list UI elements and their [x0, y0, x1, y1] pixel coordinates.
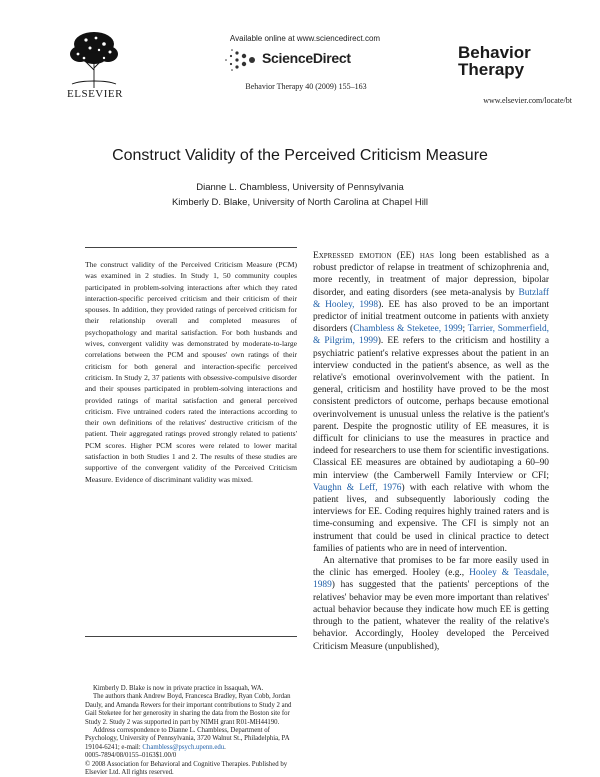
journal-title-line2: Therapy [458, 60, 525, 79]
text-run: ). EE refers to the criticism and hostility a psychiatric patient's relative expresses about the patient in an interview conducted in the patient's absence, as well as the relative's emotional overinvolvement with the patient. In general, criticism and hostility have proved to be the most consistent predictors of outcome, perhaps because emotional overinvolvement is unusual unless the relative is the patient's parent. Despite the prognostic utility of EE measures, it is difficult for clinicians to use the measures in practice and indeed for researchers to use them for scientific investigations. Classical EE measures are obtained by audiotaping a 60–90 min interview (the Camberwell Family Interview or CFI; [313, 336, 549, 481]
text-run: ; [462, 324, 468, 335]
footnotes [85, 685, 297, 777]
paragraph [313, 250, 549, 555]
citation-link[interactable]: Butzlaff & Hooley, 1998 [313, 287, 549, 310]
correspondence-end: . [224, 743, 226, 751]
author-line-1 [60, 182, 540, 193]
article-title: Construct Validity of the Perceived Criticism Measure [112, 147, 488, 164]
available-online-note[interactable]: Available online at www.sciencedirect.com [229, 34, 381, 43]
body-text [313, 250, 549, 653]
author-affiliation: University of North Carolina at Chapel Hill [252, 197, 429, 208]
elsevier-tree-logo-icon [66, 30, 122, 90]
sciencedirect-wordmark: ScienceDirect [262, 50, 351, 66]
footnote-copyright: © 2008 Association for Behavioral and Cognitive Therapies. Published by Elsevier Ltd. All rights reserved. [85, 760, 288, 777]
author-name: Dianne L. Chambless, [196, 182, 290, 193]
abstract-bottom-rule [85, 636, 297, 637]
text-run: An alternative that promises to be far more easily used in the clinic has emerged. Hooley (e.g., [313, 556, 549, 579]
citation-link[interactable]: Chambless & Steketee, 1999 [353, 324, 463, 335]
citation-link[interactable]: Tarrier, Sommerfield, & Pilgrim, 1999 [313, 324, 550, 347]
footnote-correspondence [85, 727, 297, 752]
citation-link[interactable]: Hooley & Teasdale, 1989 [313, 568, 549, 591]
footnote-acknowledgments: The authors thank Andrew Boyd, Francesca Bradley, Ryan Cobb, Jordan Dauly, and Amanda Rewers for their important contributions to Study 2 and Gail Steketee for her generosity in sharing the data from the Boston site for Study 2. Study 2 was supported in part by NIMH grant R01-MH44190. [85, 693, 292, 726]
journal-url[interactable]: www.elsevier.com/locate/bt [483, 96, 572, 105]
sciencedirect-logo-icon [222, 48, 262, 72]
abstract: The construct validity of the Perceived Criticism Measure (PCM) was examined in 2 studies. In Study 1, 50 community couples participated in problem-solving interactions after which they rated interaction-specific perceived criticism and their criticism of their spouses. In addition, they provided ratings of perceived criticism for their relationship overall and completed measures of psychopathology and marital satisfaction. For both husbands and wives, convergent validity was demonstrated by moderate-to-large correlations between the PCM and spouses' own ratings of their criticism for both general and interaction-specific perceived criticism. In Study 2, 37 patients with obsessive-compulsive disorder and their spouses participated in problem-solving interactions and provided ratings of marital satisfaction and general perceived criticism. Five untrained coders rated the interactions according to their own definitions of the relatives' destructive criticism of the patient. Their aggregated ratings proved strongly related to patients' PCM scores. Higher PCM scores were related to lower marital satisfaction in both Studies 1 and 2. The results of these studies are supportive of the convergent validity of the Perceived Criticism Measure. Evidence of discriminant validity was mixed. [85, 260, 297, 484]
author-affiliation: University of Pennsylvania [292, 182, 404, 193]
citation-link[interactable]: Vaughn & Leff, 1976 [313, 482, 402, 493]
correspondence-text: Address correspondence to Dianne L. Chambless, Department of Psychology, University of Pennsylvania, 3720 Walnut St., Philadelphia, PA 19104-6241; e-mail: [85, 727, 290, 751]
email-link[interactable]: Chambless@psych.upenn.edu [142, 743, 225, 751]
text-run: ). EE has also proved to be an important predictor of initial treatment outcome in patients with anxiety disorders ( [313, 299, 550, 335]
text-run: ) has suggested that the patients' perceptions of the relatives' behavior may be even more important than relatives' actual behavior because they indicate how much EE is getting through to the patient, whatever the reality of the relative's behavior. Accordingly, Hooley developed the Perceived Criticism Measure (unpublished), [313, 580, 549, 652]
journal-title-line1: Behavior [458, 43, 531, 62]
text-run: ) with each relative with whom the patient lives, and subsequently laboriously coding the interviews for EE. Coding requires highly trained raters and is time-consuming and expensive. The CFI is simply not an instrument that could be used in clinical practice to detect families of patients who are in need of intervention. [313, 482, 549, 554]
publisher-name: ELSEVIER [67, 88, 123, 100]
footnote-issn: 0005-7894/08/0155–0163$1.00/0 [85, 752, 177, 760]
footnote-author-note: Kimberly D. Blake is now in private practice in Issaquah, WA. [93, 685, 264, 692]
paragraph [313, 555, 549, 653]
journal-citation: Behavior Therapy 40 (2009) 155–163 [245, 82, 367, 91]
author-name: Kimberly D. Blake, [171, 197, 251, 208]
author-line-2 [60, 197, 540, 208]
abstract-top-rule [85, 247, 297, 248]
text-run: long been established as a robust predictor of relapse in treatment of schizophrenia and, more recently, in treatment of major depression, bipolar disorder, and eating disorders (see meta-analysis by [313, 251, 549, 298]
lead-in: Expressed emotion (EE) has [313, 251, 434, 261]
